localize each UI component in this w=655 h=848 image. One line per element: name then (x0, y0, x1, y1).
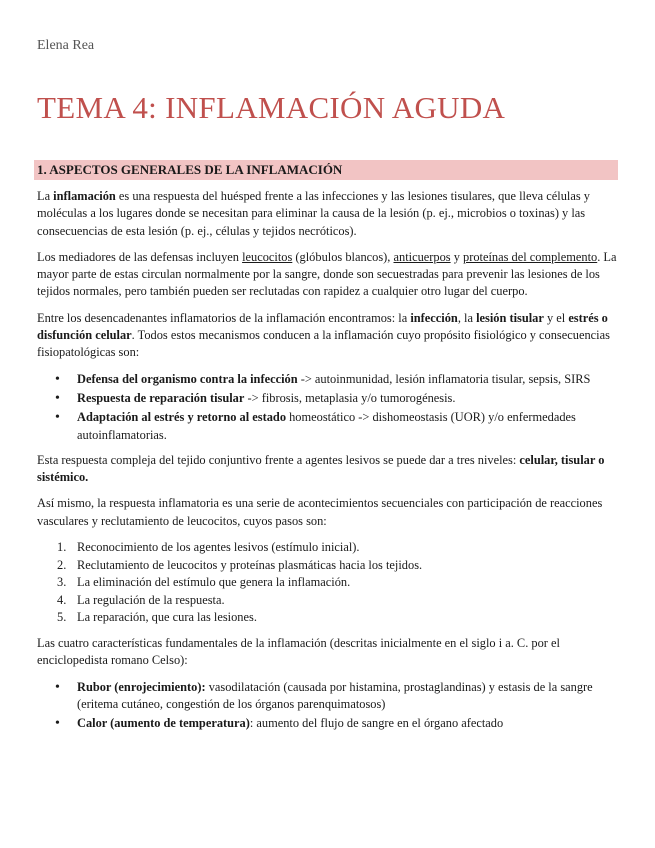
list-item (57, 539, 617, 557)
term-estres: estrés o disfunción celular (37, 310, 608, 343)
paragraph-caracteristicas: Las cuatro características fundamentales de la inflamación (descritas inicialmente en el siglo i a. C. por el enciclopedista romano Celso): (37, 636, 560, 668)
list-item (57, 574, 617, 592)
list-item-text: vasodilatación (causada por histamina, prostaglandinas) y estasis de la sangre (eritema cutáneo, congestión de los órganos parenquimatosos) (77, 679, 593, 711)
list-item-text: -> fibrosis, metaplasia y/o tumorogénesis. (244, 390, 456, 405)
term-niveles: celular, tisular o sistémico. (37, 452, 605, 485)
list-item-text: : aumento del flujo de sangre en el órgano afectado (249, 716, 504, 731)
text-run: , la (457, 310, 477, 325)
term-lesion-tisular: lesión tisular (476, 310, 544, 325)
term-infeccion: infección (410, 310, 458, 325)
text-run: . Todos estos mecanismos conducen a la inflamación cuyo propósito fisiológico y consecuencias fisiopatológicas son: (37, 328, 610, 360)
list-item (77, 715, 617, 732)
list-item-bold: Calor (aumento de temperatura) (77, 716, 250, 731)
text-run: . La mayor parte de estas circulan normalmente por la sangre, donde son secuestradas para prevenir las lesiones de los tejidos normales, pero también pueden ser reclutadas con rapidez a cualquier otro lugar del cuerpo. (37, 249, 617, 299)
term-proteinas-complemento: proteínas del complemento (463, 249, 598, 264)
list-item-bold: Rubor (enrojecimiento): (77, 679, 206, 694)
section-heading: 1. ASPECTOS GENERALES DE LA INFLAMACIÓN (37, 162, 343, 177)
list-item (77, 390, 617, 407)
text-run: Entre los desencadenantes inflamatorios de la inflamación encontramos: la (37, 310, 411, 325)
list-item-text: Reclutamiento de leucocitos y proteínas plasmáticas hacia los tejidos. (77, 557, 423, 572)
list-number: 5. (57, 610, 67, 625)
term-anticuerpos: anticuerpos (393, 249, 451, 264)
text-run: Los mediadores de las defensas incluyen (37, 249, 243, 264)
text-run: y el (543, 310, 569, 325)
numbered-list-pasos (37, 539, 617, 627)
bullet-list-caracteristicas (37, 679, 617, 733)
list-item-text: La eliminación del estímulo que genera la inflamación. (77, 575, 351, 590)
list-item (57, 557, 617, 575)
bullet-list-propositos (37, 371, 617, 444)
text-run: Esta respuesta compleja del tejido conjuntivo frente a agentes lesivos se puede dar a tres niveles: (37, 452, 520, 467)
text-run: (glóbulos blancos), (292, 249, 394, 264)
list-item-bold: Adaptación al estrés y retorno al estado (77, 410, 287, 425)
term-leucocitos: leucocitos (242, 249, 293, 264)
paragraph-mediadores (37, 249, 617, 301)
list-item (57, 592, 617, 610)
list-item-bold: Defensa del organismo contra la infección (77, 371, 298, 386)
list-item (57, 609, 617, 627)
paragraph-desencadenantes (37, 310, 617, 362)
list-item-bold: Respuesta de reparación tisular (77, 390, 245, 405)
list-item-text: -> autoinmunidad, lesión inflamatoria tisular, sepsis, SIRS (297, 371, 591, 386)
paragraph-definition (37, 188, 617, 240)
list-item (77, 409, 617, 444)
list-number: 4. (57, 592, 67, 607)
list-item-text: La regulación de la respuesta. (77, 592, 225, 607)
list-item (77, 679, 617, 714)
text-run: La (37, 189, 54, 203)
list-item-text: La reparación, que cura las lesiones. (77, 610, 257, 625)
paragraph-pasos-intro: Así mismo, la respuesta inflamatoria es una serie de acontecimientos secuenciales con participación de reacciones vasculares y reclutamiento de leucocitos, cuyos pasos son: (37, 496, 603, 528)
list-number: 3. (57, 575, 67, 590)
author-name: Elena Rea (37, 38, 95, 53)
text-run: es una respuesta del huésped frente a las infecciones y las lesiones tisulares, que lleva células y moléculas a los lugares donde se necesitan para eliminar la causa de la lesión (p. ej., microbios o toxinas) y las consecuencias de esta lesión (p. ej., células y tejidos necróticos). (37, 189, 590, 238)
list-number: 1. (57, 540, 67, 555)
list-item-text: Reconocimiento de los agentes lesivos (estímulo inicial). (77, 540, 360, 555)
term-inflamacion: inflamación (53, 189, 116, 203)
page-title: TEMA 4: INFLAMACIÓN AGUDA (37, 90, 506, 125)
list-number: 2. (57, 557, 67, 572)
list-item (77, 371, 617, 388)
paragraph-niveles (37, 452, 617, 487)
text-run: y (450, 249, 464, 264)
document-body (37, 188, 617, 741)
list-item-text: homeostático -> dishomeostasis (UOR) y/o enfermedades autoinflamatorias. (77, 410, 576, 442)
